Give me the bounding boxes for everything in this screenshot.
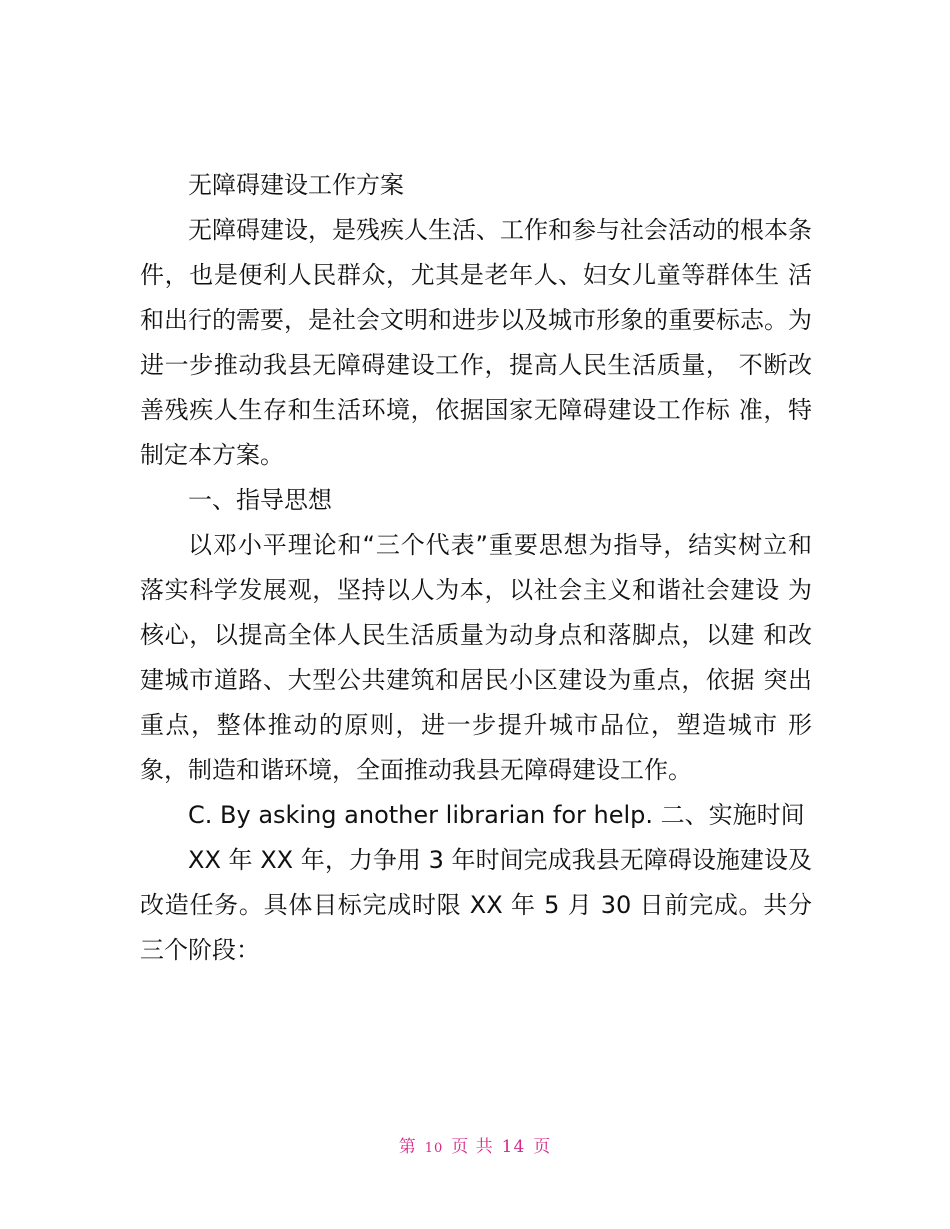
document-title: 无障碍建设工作方案 bbox=[188, 171, 404, 199]
paragraph-implementation-time: XX 年 XX 年，力争用 3 年时间完成我县无障碍设施建设及改造任务。具体目标完成时限 XX 年 5 月 30 日前完成。共分三个阶段： bbox=[140, 846, 812, 964]
footer-page-number: 10 bbox=[424, 1141, 444, 1156]
footer-total-pages: 14 bbox=[501, 1137, 526, 1157]
footer-middle: 页 共 bbox=[451, 1137, 494, 1157]
paragraph-intro: 无障碍建设，是残疾人生活、工作和参与社会活动的根本条件，也是便利人民群众，尤其是老年人、妇女儿童等群体生 活和出行的需要，是社会文明和进步以及城市形象的重要标志。为进一步推动我县无障碍建设工作，提高人民生活质量， 不断改善残疾人生存和生活环境，依据国家无障碍建设工作标 准，特制定本方案。 bbox=[140, 216, 812, 469]
footer-prefix: 第 bbox=[398, 1137, 417, 1157]
document-body bbox=[140, 163, 812, 973]
section-heading-guiding-thought: 一、指导思想 bbox=[188, 486, 332, 514]
section-heading-implementation-time: C. By asking another librarian for help. 二、实施时间 bbox=[188, 801, 805, 829]
paragraph-guiding-thought: 以邓小平理论和“三个代表”重要思想为指导，结实树立和落实科学发展观，坚持以人为本，以社会主义和谐社会建设 为核心，以提高全体人民生活质量为动身点和落脚点，以建 和改建城市道路、大型公共建筑和居民小区建设为重点，依据 突出重点，整体推动的原则，进一步提升城市品位，塑造城市 形象，制造和谐环境，全面推动我县无障碍建设工作。 bbox=[140, 531, 812, 784]
footer-suffix: 页 bbox=[533, 1137, 552, 1157]
page-footer bbox=[0, 1132, 950, 1157]
